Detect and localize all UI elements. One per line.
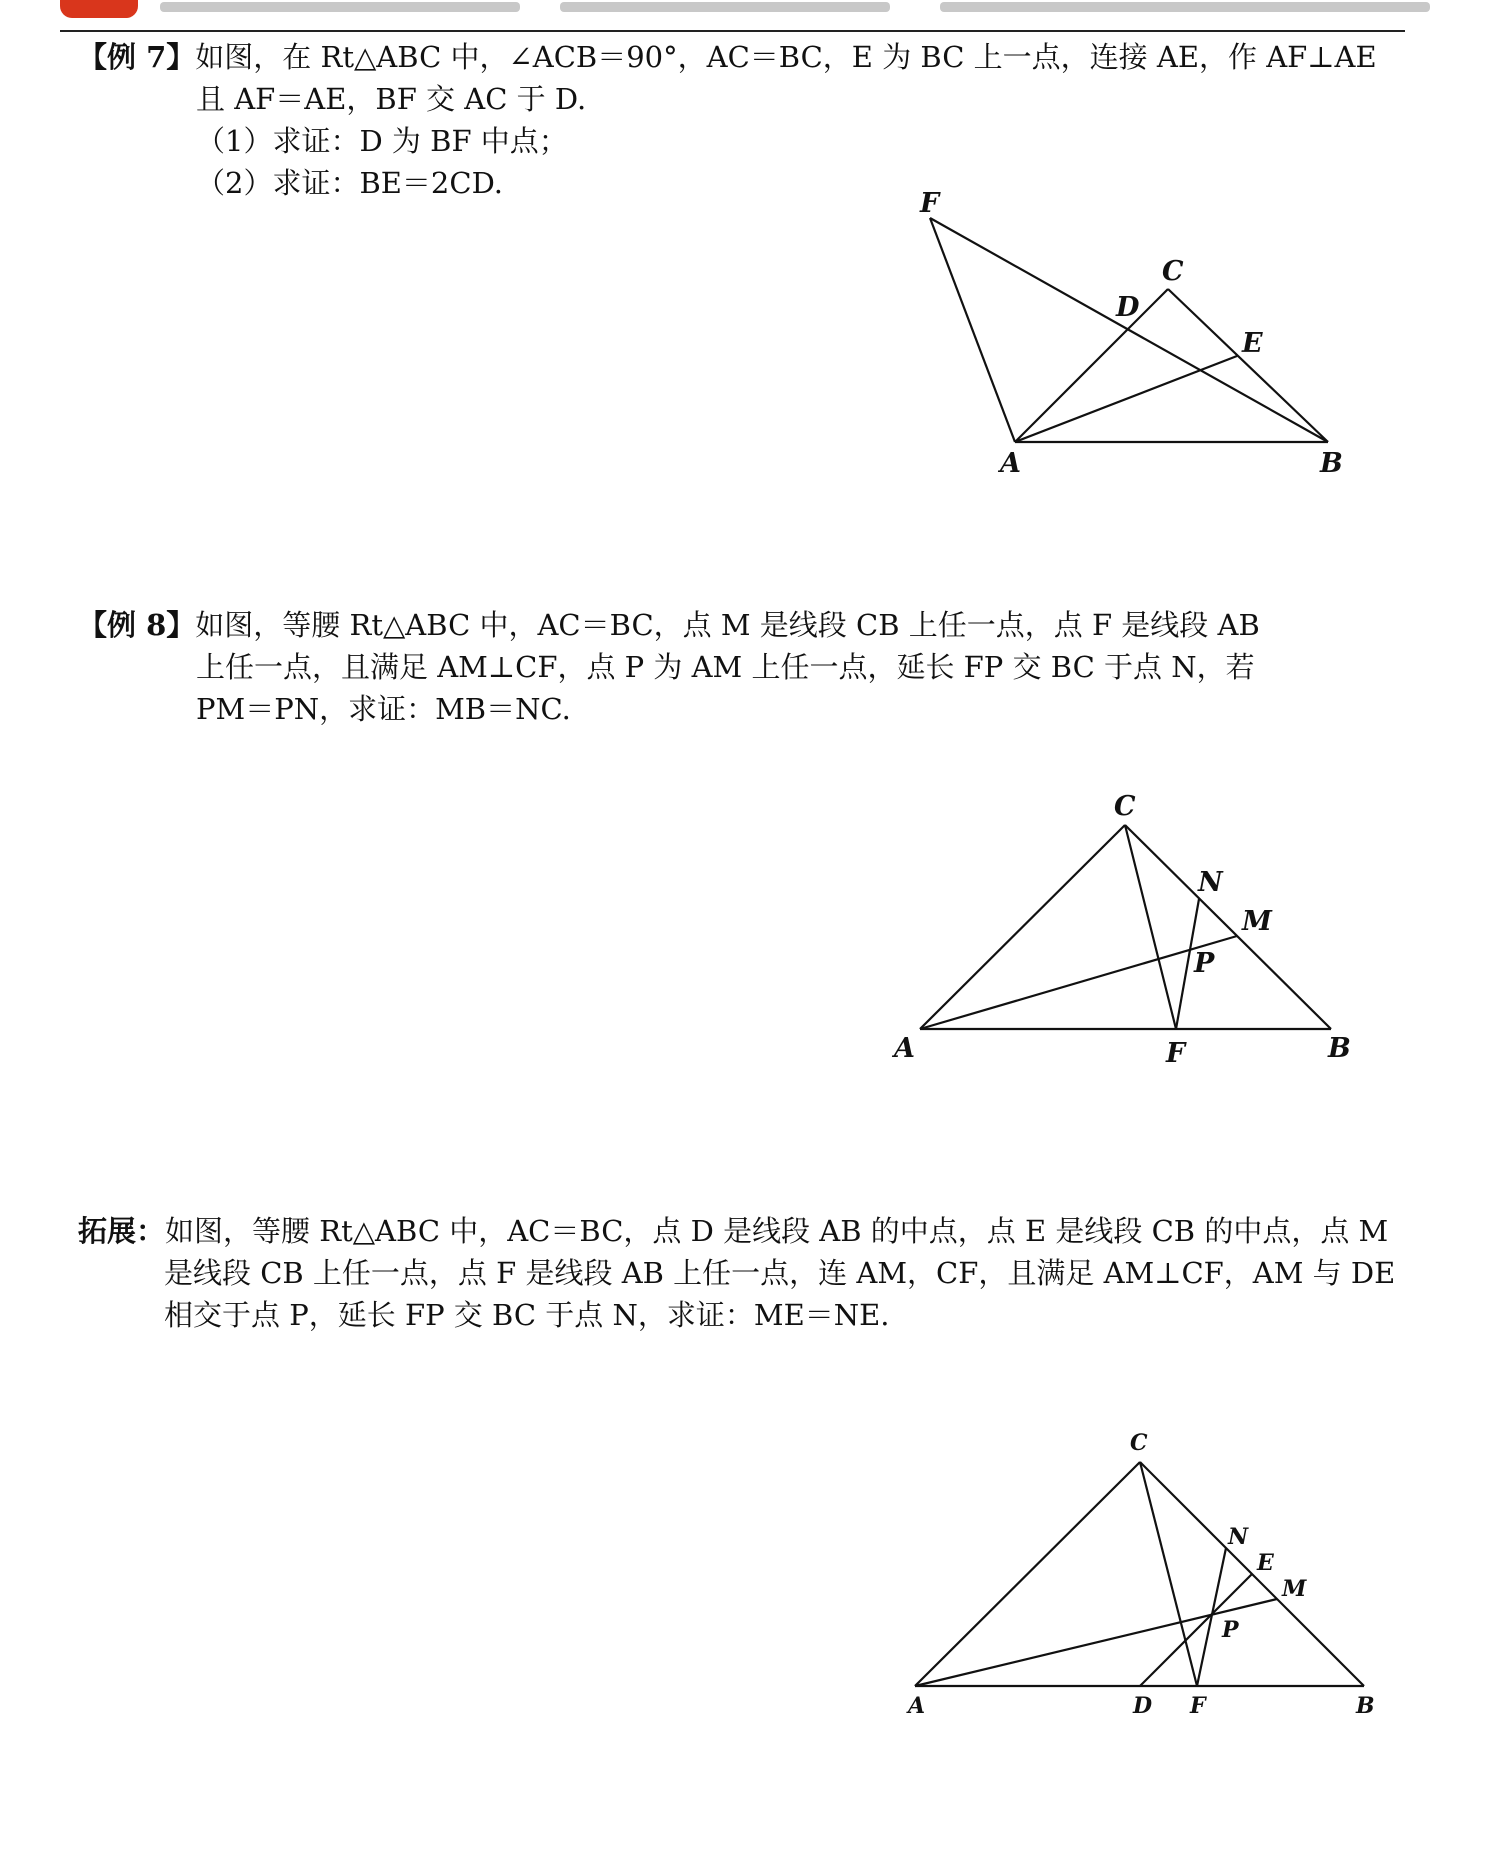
segment-CF (1125, 825, 1176, 1029)
example-8-stem-line-3: PM＝PN，求证：MB＝NC. (196, 692, 571, 726)
segment-AC (1015, 289, 1168, 442)
publisher-logo (60, 0, 138, 18)
example-8-tag: 【例 8】 (78, 608, 196, 642)
label-A: A (894, 1033, 915, 1064)
example-7-question-1: （1）求证：D 为 BF 中点； (196, 124, 568, 158)
segment-AC (915, 1462, 1140, 1686)
page-header (60, 0, 1405, 34)
example-8-figure (880, 780, 1370, 1080)
header-subtitle-blurred (940, 2, 1430, 12)
label-C: C (1130, 1430, 1148, 1456)
segment-AE (1015, 356, 1237, 442)
label-D: D (1116, 292, 1140, 323)
header-title-blurred (560, 2, 890, 12)
example-7-tag: 【例 7】 (78, 40, 196, 74)
header-text-blurred (160, 2, 520, 12)
extension-tag: 拓展： (78, 1214, 166, 1248)
example-8-stem-line-1 (78, 604, 1408, 646)
label-E: E (1242, 328, 1263, 359)
label-M: M (1242, 906, 1272, 937)
label-A: A (1000, 448, 1021, 479)
extension-stem-line-2: 是线段 CB 上任一点，点 F 是线段 AB 上任一点，连 AM，CF，且满足 AM⊥CF，AM 与 DE (164, 1256, 1396, 1290)
segment-CF (1140, 1462, 1197, 1686)
label-B: B (1356, 1693, 1375, 1719)
label-N: N (1198, 867, 1223, 898)
extension-text-1: 如图，等腰 Rt△ABC 中，AC＝BC，点 D 是线段 AB 的中点，点 E 是线段 CB 的中点，点 M (165, 1214, 1389, 1248)
extension-stem-line-1 (78, 1210, 1408, 1252)
example-8-stem-line-2: 上任一点，且满足 AM⊥CF，点 P 为 AM 上任一点，延长 FP 交 BC 于点 N，若 (196, 650, 1255, 684)
label-C: C (1114, 791, 1136, 822)
extension-stem-line-3: 相交于点 P，延长 FP 交 BC 于点 N，求证：ME＝NE. (164, 1298, 890, 1332)
label-M: M (1282, 1576, 1307, 1602)
label-E: E (1257, 1550, 1274, 1576)
segment-FB (930, 218, 1328, 442)
example-8 (78, 604, 1408, 730)
example-7-text-1: 如图，在 Rt△ABC 中，∠ACB＝90°，AC＝BC，E 为 BC 上一点，连接 AE，作 AF⊥AE (195, 40, 1377, 74)
segment-CB (1125, 825, 1331, 1029)
label-D: D (1133, 1693, 1153, 1719)
extension-problem (78, 1210, 1408, 1336)
extension-figure (890, 1420, 1380, 1740)
label-F: F (1190, 1693, 1206, 1719)
example-7-stem-line-1 (78, 36, 1408, 78)
label-A: A (908, 1693, 926, 1719)
label-F: F (920, 188, 940, 219)
example-8-text-1: 如图，等腰 Rt△ABC 中，AC＝BC，点 M 是线段 CB 上任一点，点 F 是线段 AB (195, 608, 1260, 642)
segment-AF (930, 218, 1015, 442)
example-7-figure (900, 180, 1370, 490)
label-F: F (1166, 1038, 1186, 1069)
label-N: N (1228, 1524, 1249, 1550)
label-P: P (1222, 1617, 1239, 1643)
label-P: P (1194, 948, 1215, 979)
example-7-stem-line-2: 且 AF＝AE，BF 交 AC 于 D. (196, 82, 587, 116)
label-B: B (1320, 448, 1343, 479)
header-rule (60, 30, 1405, 32)
example-7-question-2: （2）求证：BE＝2CD. (196, 166, 504, 200)
example-7 (78, 36, 1408, 204)
label-C: C (1162, 256, 1184, 287)
label-B: B (1328, 1033, 1351, 1064)
